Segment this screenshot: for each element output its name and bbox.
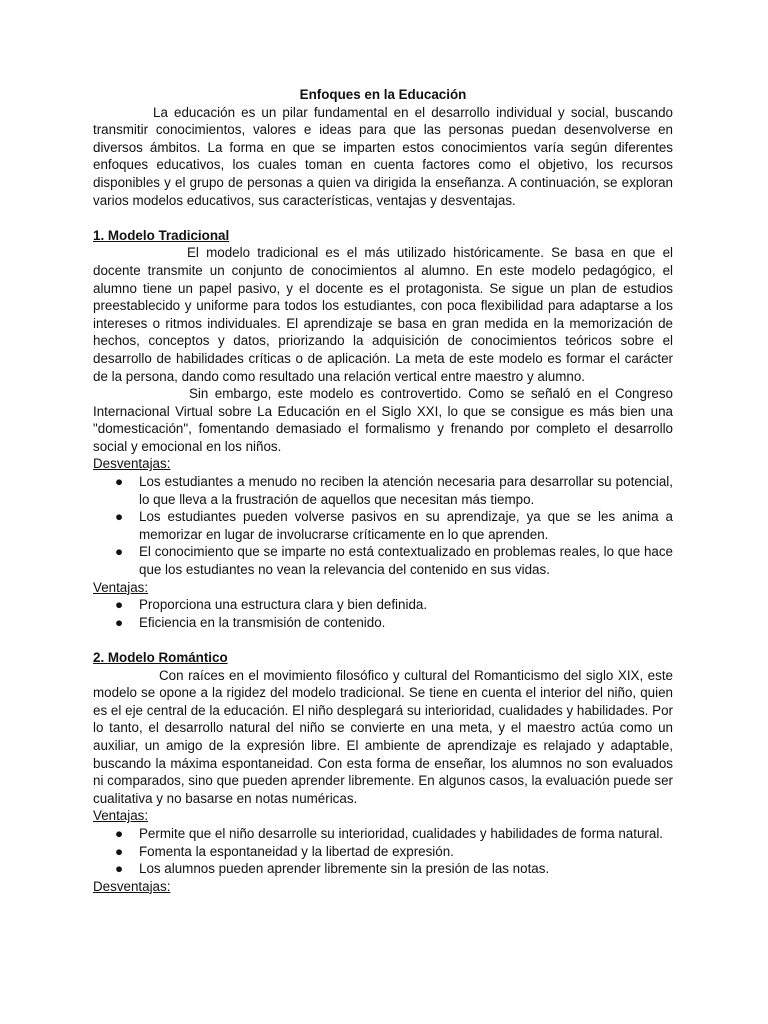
romantic-paragraph-1: Con raíces en el movimiento filosófico y cultural del Romanticismo del siglo XIX, este modelo se opone a la rigidez del modelo tradicional. Se tiene en cuenta el interior del niño, quien es el eje central de la educación. El niño desplegará su interioridad, cualidades y habilidades. Por lo tanto, el desarrollo natural del niño se convierte en una meta, y el maestro actúa como un auxiliar, un amigo de la expresión libre. El ambiente de aprendizaje es relajado y adaptable, buscando la máxima espontaneidad. Con esta forma de enseñar, los alumnos no son evaluados ni comparados, sino que pueden aprender libremente. En algunos casos, la evaluación puede ser cualitativa y no basarse en notas numéricas. [93,667,673,806]
bullet-icon: ● [115,509,124,525]
romantic-advantages-label: Ventajas: [93,808,149,824]
bullet-icon: ● [115,861,124,877]
bullet-icon: ● [115,597,124,613]
list-item [93,860,673,878]
list-item [93,596,673,614]
list-item [93,825,673,843]
bullet-icon: ● [115,614,124,630]
bullet-icon: ● [115,474,124,490]
traditional-disadvantages-label: Desventajas: [93,456,171,472]
list-item-text: El conocimiento que se imparte no está contextualizado en problemas reales, lo que hace que los estudiantes no vean la relevancia del contenido en sus vidas. [139,544,673,578]
section-heading-traditional: 1. Modelo Tradicional [93,227,230,243]
romantic-disadvantages-label: Desventajas: [93,878,171,894]
list-item [93,543,673,578]
list-item [93,473,673,508]
traditional-paragraph-2: Sin embargo, este modelo es controvertido. Como se señaló en el Congreso Internacional Virtual sobre La Educación en el Siglo XXI, lo que se consigue es más bien una "domesticación", fomentando demasiado el formalismo y frenando por completo el desarrollo social y emocional en los niños. [93,386,673,454]
spacer [93,631,673,649]
list-item-text: Eficiencia en la transmisión de contenido. [139,614,386,630]
romantic-advantages-list [93,825,673,878]
document-page [93,86,673,895]
list-item-text: Los estudiantes a menudo no reciben la atención necesaria para desarrollar su potencial, lo que lleva a la frustración de aquellos que necesitan más tiempo. [139,474,673,507]
document-title: Enfoques en la Educación [299,87,467,102]
list-item [93,508,673,543]
list-item-text: Los estudiantes pueden volverse pasivos en su aprendizaje, ya que se les anima a memorizar en lugar de involucrarse críticamente en lo que aprenden. [139,509,673,542]
bullet-icon: ● [115,843,124,859]
bullet-icon: ● [115,825,124,841]
traditional-paragraph-1: El modelo tradicional es el más utilizado históricamente. Se basa en que el docente transmite un conjunto de conocimientos al alumno. En este modelo pedagógico, el alumno tiene un papel pasivo, y el docente es el protagonista. Se sigue un plan de estudios preestablecido y uniforme para todos los estudiantes, con poca flexibilidad para adaptarse a los intereses o ritmos individuales. El aprendizaje se basa en gran medida en la memorización de hechos, conceptos y datos, priorizando la adquisición de conocimientos teóricos sobre el desarrollo de habilidades críticas o de aplicación. La meta de este modelo es formar el carácter de la persona, dando como resultado una relación vertical entre maestro y alumno. [93,245,673,384]
traditional-advantages-list [93,596,673,631]
traditional-disadvantages-list [93,473,673,579]
spacer [93,209,673,227]
list-item [93,843,673,861]
traditional-advantages-label: Ventajas: [93,579,149,595]
bullet-icon: ● [115,544,124,560]
list-item-text: Permite que el niño desarrolle su interioridad, cualidades y habilidades de forma natural. [139,825,664,841]
list-item [93,614,673,632]
intro-paragraph: La educación es un pilar fundamental en el desarrollo individual y social, buscando transmitir conocimientos, valores e ideas para que las personas puedan desenvolverse en diversos ámbitos. La forma en que se imparten estos conocimientos varía según diferentes enfoques educativos, los cuales toman en cuenta factores como el objetivo, los recursos disponibles y el grupo de personas a quien va dirigida la enseñanza. A continuación, se exploran varios modelos educativos, sus características, ventajas y desventajas. [93,104,673,208]
section-heading-romantic: 2. Modelo Romántico [93,650,228,665]
list-item-text: Los alumnos pueden aprender libremente sin la presión de las notas. [139,861,550,877]
list-item-text: Fomenta la espontaneidad y la libertad de expresión. [139,843,454,859]
list-item-text: Proporciona una estructura clara y bien definida. [139,597,428,613]
